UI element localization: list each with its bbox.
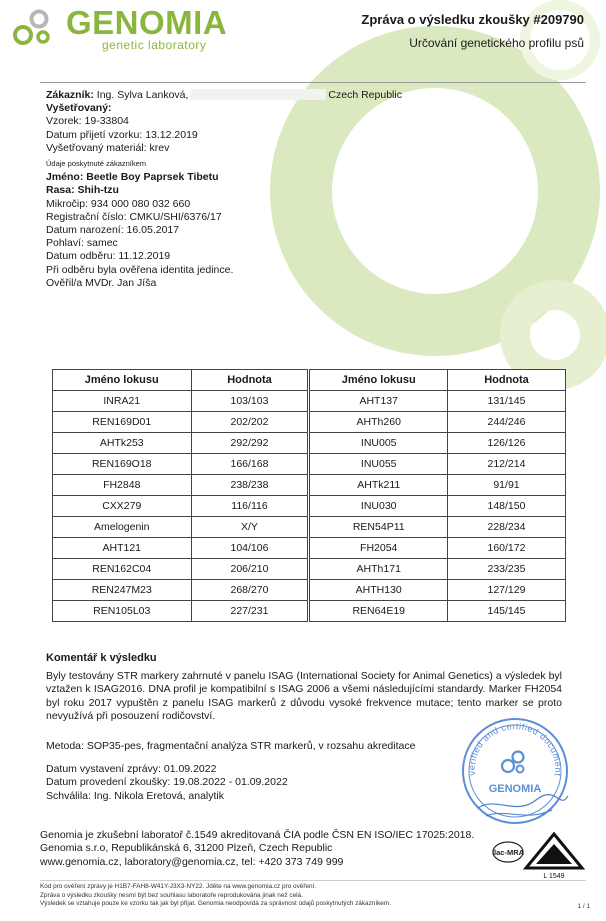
customer-label: Zákazník: [46, 89, 94, 101]
stamp-brand: GENOMIA [488, 783, 542, 795]
report-subtitle: Určování genetického profilu psů [409, 36, 584, 50]
value-cell: 212/214 [447, 454, 565, 475]
value-cell: 148/150 [447, 496, 565, 517]
dog-breed: Rasa: Shih-tzu [46, 184, 119, 197]
column-header-value-2: Hodnota [447, 370, 565, 391]
locus-cell: AHT121 [53, 538, 192, 559]
locus-cell: INU005 [309, 433, 448, 454]
column-header-locus-2: Jméno lokusu [309, 370, 448, 391]
value-cell: X/Y [191, 517, 309, 538]
footer-block [40, 829, 474, 869]
stamp-arc-text: verified and certified document [466, 721, 564, 778]
verification-code-line: Kód pro ověření zprávy je H1B7-FAH8-W41Y-J3X3-NY22. Jděte na www.genomia.cz pro ověření. [40, 883, 317, 890]
locus-cell: REN54P11 [309, 517, 448, 538]
locus-cell: INU055 [309, 454, 448, 475]
value-cell: 160/172 [447, 538, 565, 559]
material: Vyšetřovaný materiál: krev [46, 141, 170, 154]
microchip: Mikročip: 934 000 080 032 660 [46, 197, 191, 210]
value-cell: 292/292 [191, 433, 309, 454]
table-row [53, 412, 566, 433]
approved-by: Schválila: Ing. Nikola Eretová, analytik [46, 789, 225, 802]
received-date: Datum přijetí vzorku: 13.12.2019 [46, 128, 198, 141]
column-header-locus-1: Jméno lokusu [53, 370, 192, 391]
locus-cell: AHTh171 [309, 559, 448, 580]
accreditation-logos [492, 832, 592, 880]
locus-cell: INU030 [309, 496, 448, 517]
value-cell: 91/91 [447, 475, 565, 496]
value-cell: 104/106 [191, 538, 309, 559]
dog-name: Jméno: Beetle Boy Paprsek Tibetu [46, 171, 219, 184]
locus-cell: AHTk253 [53, 433, 192, 454]
locus-cell: REN162C04 [53, 559, 192, 580]
locus-cell: REN247M23 [53, 580, 192, 601]
cia-accreditation-triangle-icon [526, 834, 582, 880]
contact-line: www.genomia.cz, laboratory@genomia.cz, tel: +420 373 749 999 [40, 855, 344, 868]
header-divider [40, 82, 586, 83]
comment-body: Byly testovány STR markery zahrnuté v panelu ISAG (International Society for Animal Genetics) a výsledek byl vztažen k ISAG2016. DNA profil je kompatibilní s ISAG 2006 a všemi následujícími standardy. Marker FH2054 byl roku 2017 vypuštěn z panelu ISAG markerů z důvodu vysoké frekvence mutace; tento marker se proto nevyužívá při posouzení rodičovství. [46, 670, 562, 723]
loci-table [52, 369, 566, 622]
locus-cell: AHTH130 [309, 580, 448, 601]
customer-row [46, 89, 402, 102]
reproduction-note: Zpráva o výsledku zkoušky nesmí být bez souhlasu laboratoře reprodukována jinak než celá. [40, 891, 303, 899]
genomia-logo-icon [12, 8, 62, 48]
redacted-address [190, 89, 326, 100]
info-block [46, 89, 402, 290]
table-row [53, 475, 566, 496]
liability-note: Výsledek se vztahuje pouze ke vzorku tak jak byl přijat. Genomia neodpovídá za správnost údajů poskytnutých zákazníkem. [40, 900, 391, 908]
column-header-value-1: Hodnota [191, 370, 309, 391]
value-cell: 228/234 [447, 517, 565, 538]
table-row [53, 433, 566, 454]
value-cell: 227/231 [191, 601, 309, 622]
locus-cell: CXX279 [53, 496, 192, 517]
customer-name: Ing. Sylva Lanková, [96, 89, 189, 101]
value-cell: 145/145 [447, 601, 565, 622]
examined-label: Vyšetřovaný: [46, 102, 112, 115]
birth-date: Datum narození: 16.05.2017 [46, 224, 180, 237]
ilac-mra-logo-icon [492, 842, 525, 862]
locus-cell: REN105L03 [53, 601, 192, 622]
table-row [53, 601, 566, 622]
table-row [53, 454, 566, 475]
performed-date: Datum provedení zkoušky: 19.08.2022 - 01.09.2022 [46, 776, 288, 789]
locus-cell: Amelogenin [53, 517, 192, 538]
value-cell: 233/235 [447, 559, 565, 580]
locus-cell: REN64E19 [309, 601, 448, 622]
issued-date: Datum vystavení zprávy: 01.09.2022 [46, 763, 217, 775]
value-cell: 116/116 [191, 496, 309, 517]
customer-country: Czech Republic [328, 89, 402, 101]
value-cell: 131/145 [447, 391, 565, 412]
locus-cell: REN169O18 [53, 454, 192, 475]
svg-text:verified and certified documen [467, 721, 563, 777]
value-cell: 206/210 [191, 559, 309, 580]
footer-divider [40, 880, 586, 881]
verified-by: Ověřil/a MVDr. Jan Jíša [46, 276, 157, 289]
table-row [53, 496, 566, 517]
collection-date: Datum odběru: 11.12.2019 [46, 250, 171, 263]
locus-cell: REN169D01 [53, 412, 192, 433]
sample-id: Vzorek: 19-33804 [46, 115, 129, 128]
locus-cell: INRA21 [53, 391, 192, 412]
table-row [53, 580, 566, 601]
table-row [53, 538, 566, 559]
report-title: Zpráva o výsledku zkoušky #209790 [361, 12, 584, 27]
identity-note: Při odběru byla ověřena identita jedince. [46, 263, 234, 276]
locus-cell: FH2848 [53, 475, 192, 496]
table-row [53, 559, 566, 580]
sex: Pohlaví: samec [46, 237, 118, 250]
ilac-label: ilac-MRA [492, 848, 525, 857]
value-cell: 202/202 [191, 412, 309, 433]
locus-cell: AHT137 [309, 391, 448, 412]
value-cell: 103/103 [191, 391, 309, 412]
provided-note: Údaje poskytnuté zákazníkem [46, 159, 147, 169]
locus-cell: AHTk211 [309, 475, 448, 496]
certification-stamp-icon [456, 712, 574, 830]
page-number: 1 / 1 [577, 903, 590, 910]
table-header-row [53, 370, 566, 391]
value-cell: 244/246 [447, 412, 565, 433]
brand-subtitle: genetic laboratory [102, 38, 207, 52]
value-cell: 166/168 [191, 454, 309, 475]
table-row [53, 391, 566, 412]
comment-heading: Komentář k výsledku [46, 652, 157, 664]
value-cell: 126/126 [447, 433, 565, 454]
locus-cell: AHTh260 [309, 412, 448, 433]
locus-cell: FH2054 [309, 538, 448, 559]
value-cell: 268/270 [191, 580, 309, 601]
value-cell: 127/129 [447, 580, 565, 601]
lab-number: L 1549 [543, 873, 565, 880]
brand-name: GENOMIA [66, 4, 228, 41]
fine-print [40, 883, 391, 909]
table-row [53, 517, 566, 538]
value-cell: 238/238 [191, 475, 309, 496]
address-line: Genomia s.r.o, Republikánská 6, 31200 Plzeň, Czech Republic [40, 842, 333, 855]
registry-number: Registrační číslo: CMKU/SHI/6376/17 [46, 210, 222, 223]
dates-block [46, 763, 288, 803]
accreditation-line: Genomia je zkušební laboratoř č.1549 akreditovaná ČIA podle ČSN EN ISO/IEC 17025:2018. [40, 829, 475, 841]
method-line: Metoda: SOP35-pes, fragmentační analýza STR markerů, v rozsahu akreditace [46, 740, 416, 752]
